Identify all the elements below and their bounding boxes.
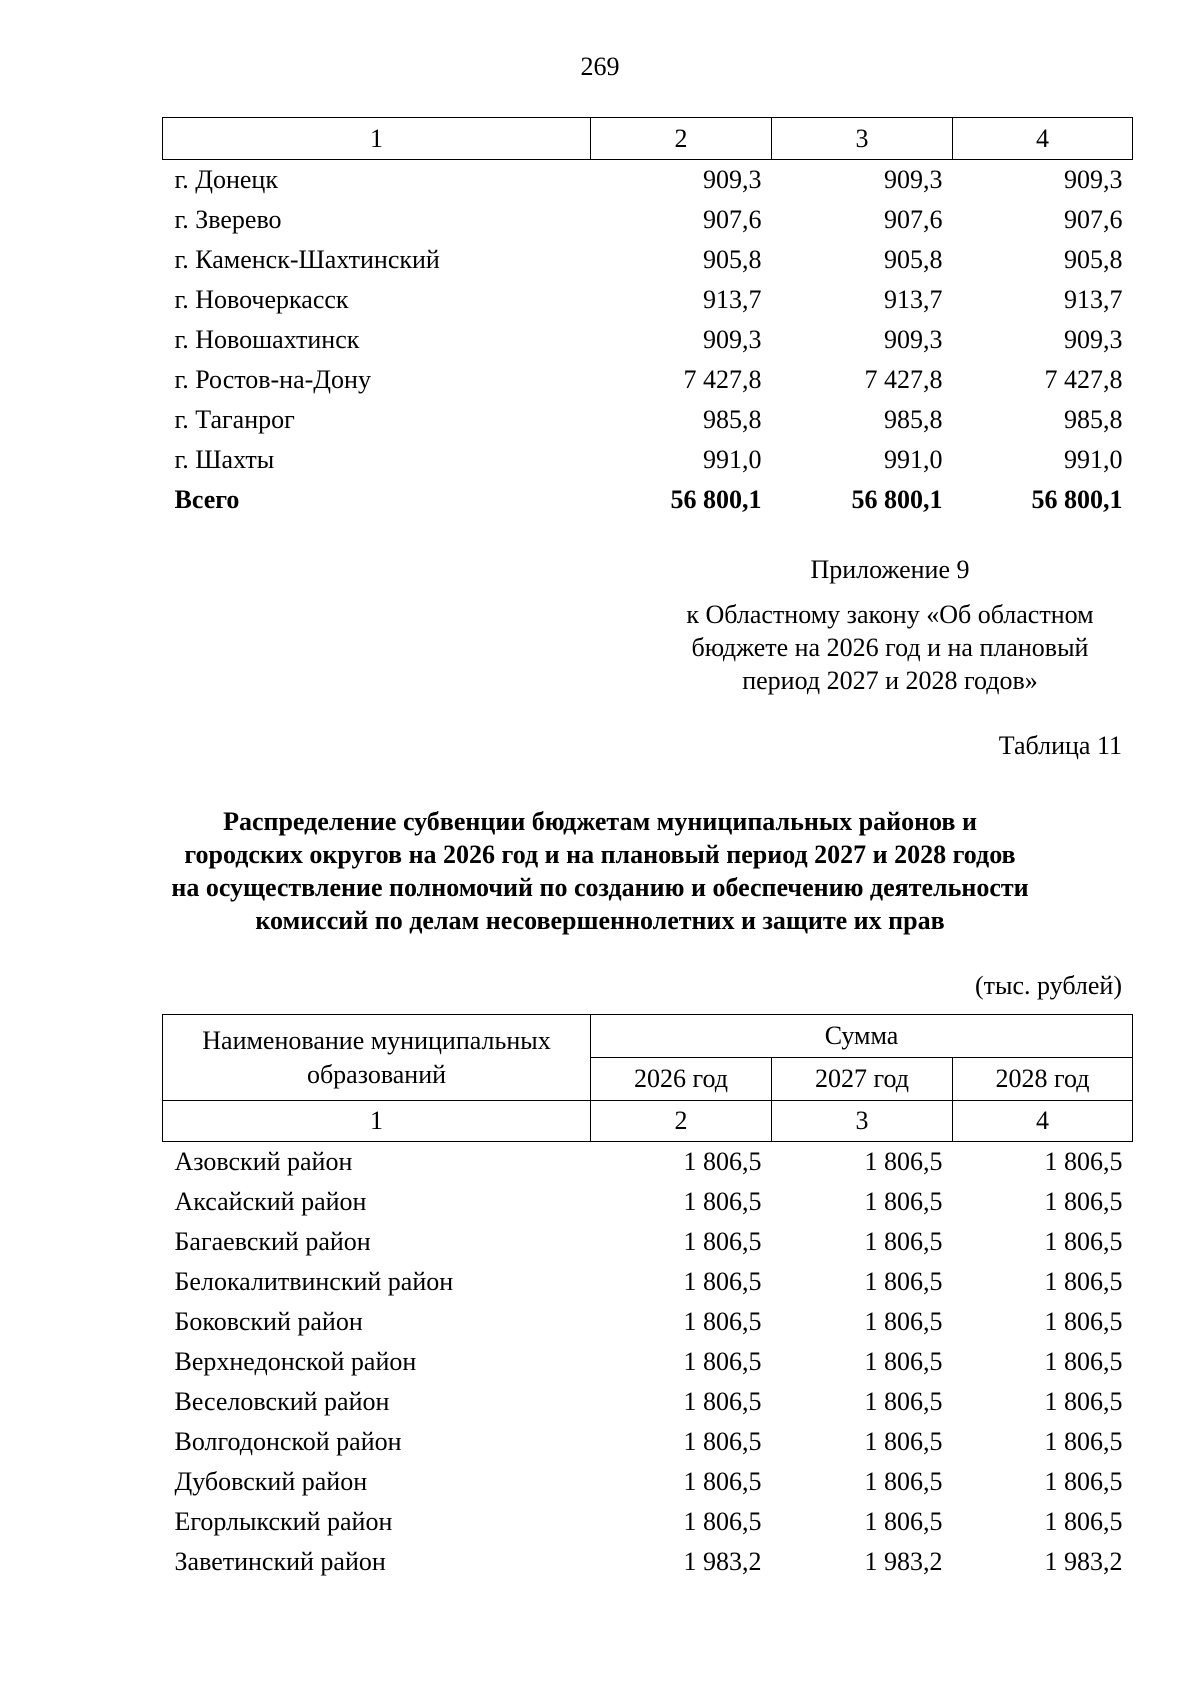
municipality-name: Дубовский район <box>174 1467 368 1496</box>
table-row <box>163 240 1133 280</box>
appendix-line: к Областному закону «Об областном <box>686 600 1094 629</box>
table-row <box>163 1182 1133 1222</box>
title-line: на осуществление полномочий по созданию и обеспечению деятельности <box>171 873 1029 902</box>
municipality-name: Всего <box>174 485 240 514</box>
value-2028: 907,6 <box>1064 205 1123 234</box>
value-2027: 1 806,5 <box>864 1387 943 1416</box>
column-index: 2 <box>591 1101 772 1142</box>
municipality-name: Азовский район <box>174 1147 353 1176</box>
value-2028: 909,3 <box>1064 165 1123 194</box>
municipality-name: г. Донецк <box>174 165 278 194</box>
value-2028: 56 800,1 <box>1031 485 1123 514</box>
value-2028: 985,8 <box>1064 405 1123 434</box>
value-2028: 1 806,5 <box>1044 1507 1123 1536</box>
table-row <box>163 320 1133 360</box>
table-row <box>163 1142 1133 1183</box>
municipality-name: г. Новочеркасск <box>174 285 349 314</box>
table-row <box>163 440 1133 480</box>
municipality-name: г. Каменск-Шахтинский <box>174 245 440 274</box>
column-index: 4 <box>953 118 1133 160</box>
municipality-name: г. Шахты <box>174 445 275 474</box>
municipality-name: г. Таганрог <box>174 405 295 434</box>
value-2028: 909,3 <box>1064 325 1123 354</box>
appendix-line: период 2027 и 2028 годов» <box>742 666 1038 695</box>
value-2028: 1 806,5 <box>1044 1227 1123 1256</box>
value-2026: 1 806,5 <box>683 1187 762 1216</box>
table-row <box>163 1342 1133 1382</box>
table-row <box>163 1262 1133 1302</box>
year-header: 2027 год <box>772 1058 953 1101</box>
value-2028: 1 806,5 <box>1044 1347 1123 1376</box>
table-row <box>163 400 1133 440</box>
value-2027: 1 806,5 <box>864 1347 943 1376</box>
value-2027: 905,8 <box>884 245 943 274</box>
municipality-name: Багаевский район <box>174 1227 371 1256</box>
table-row <box>163 1302 1133 1342</box>
municipality-name: Аксайский район <box>174 1187 367 1216</box>
value-2027: 907,6 <box>884 205 943 234</box>
value-2027: 1 806,5 <box>864 1187 943 1216</box>
municipality-name: г. Зверево <box>174 205 282 234</box>
value-2026: 985,8 <box>703 405 762 434</box>
title-line: комиссий по делам несовершеннолетних и защите их прав <box>255 906 945 935</box>
column-index: 3 <box>772 1101 953 1142</box>
column-index: 3 <box>772 118 953 160</box>
value-2027: 991,0 <box>884 445 943 474</box>
municipality-name: Боковский район <box>174 1307 363 1336</box>
value-2028: 1 983,2 <box>1044 1547 1123 1576</box>
value-2027: 1 806,5 <box>864 1507 943 1536</box>
value-2028: 1 806,5 <box>1044 1307 1123 1336</box>
column-index: 1 <box>163 1101 591 1142</box>
value-2027: 909,3 <box>884 325 943 354</box>
value-2027: 1 806,5 <box>864 1427 943 1456</box>
column-index: 1 <box>163 118 591 160</box>
value-2026: 1 983,2 <box>683 1547 762 1576</box>
name-column-header <box>163 1015 591 1101</box>
table-row <box>163 1382 1133 1422</box>
value-2026: 1 806,5 <box>683 1427 762 1456</box>
appendix-title: Приложение 9 <box>810 555 970 584</box>
value-2026: 1 806,5 <box>683 1227 762 1256</box>
value-2026: 1 806,5 <box>683 1347 762 1376</box>
table-continuation <box>162 117 1133 520</box>
header-line: образований <box>306 1059 447 1089</box>
value-2027: 1 806,5 <box>864 1147 943 1176</box>
value-2027: 909,3 <box>884 165 943 194</box>
table-row <box>163 1502 1133 1542</box>
value-2028: 1 806,5 <box>1044 1387 1123 1416</box>
title-line: городских округов на 2026 год и на плановый период 2027 и 2028 годов <box>184 840 1016 869</box>
value-2027: 1 806,5 <box>864 1307 943 1336</box>
value-2027: 1 806,5 <box>864 1227 943 1256</box>
value-2026: 913,7 <box>703 285 762 314</box>
sum-column-header: Сумма <box>591 1015 1133 1058</box>
year-header: 2026 год <box>591 1058 772 1101</box>
table-row <box>163 280 1133 320</box>
table-row <box>163 1462 1133 1502</box>
table-row <box>163 360 1133 400</box>
value-2026: 909,3 <box>703 325 762 354</box>
value-2026: 1 806,5 <box>683 1307 762 1336</box>
table-row <box>163 1422 1133 1462</box>
value-2026: 909,3 <box>703 165 762 194</box>
column-index: 4 <box>953 1101 1133 1142</box>
document-title <box>100 805 1100 937</box>
subvention-table <box>162 1014 1133 1582</box>
value-2028: 1 806,5 <box>1044 1147 1123 1176</box>
table-row <box>163 1222 1133 1262</box>
value-2028: 905,8 <box>1064 245 1123 274</box>
value-2027: 56 800,1 <box>851 485 943 514</box>
table-row <box>163 160 1133 201</box>
year-header: 2028 год <box>953 1058 1133 1101</box>
value-2028: 1 806,5 <box>1044 1187 1123 1216</box>
value-2027: 7 427,8 <box>864 365 943 394</box>
municipality-name: Веселовский район <box>174 1387 390 1416</box>
value-2026: 1 806,5 <box>683 1387 762 1416</box>
table-label: Таблица 11 <box>998 731 1122 760</box>
municipality-name: Заветинский район <box>174 1547 386 1576</box>
value-2027: 1 806,5 <box>864 1267 943 1296</box>
value-2027: 985,8 <box>884 405 943 434</box>
units-note: (тыс. рублей) <box>974 971 1122 1000</box>
municipality-name: Волгодонской район <box>174 1427 402 1456</box>
value-2026: 1 806,5 <box>683 1267 762 1296</box>
value-2027: 1 806,5 <box>864 1467 943 1496</box>
municipality-name: Егорлыкский район <box>174 1507 393 1536</box>
value-2028: 1 806,5 <box>1044 1427 1123 1456</box>
appendix-reference <box>650 598 1130 697</box>
value-2026: 1 806,5 <box>683 1467 762 1496</box>
value-2027: 1 983,2 <box>864 1547 943 1576</box>
value-2026: 905,8 <box>703 245 762 274</box>
header-line: Наименование муниципальных <box>202 1025 551 1055</box>
value-2028: 1 806,5 <box>1044 1467 1123 1496</box>
value-2026: 991,0 <box>703 445 762 474</box>
value-2028: 1 806,5 <box>1044 1267 1123 1296</box>
municipality-name: г. Ростов-на-Дону <box>174 365 371 394</box>
appendix-line: бюджете на 2026 год и на плановый <box>691 633 1089 662</box>
value-2027: 913,7 <box>884 285 943 314</box>
table-row <box>163 1542 1133 1582</box>
value-2026: 1 806,5 <box>683 1507 762 1536</box>
table-row <box>163 200 1133 240</box>
value-2026: 907,6 <box>703 205 762 234</box>
value-2028: 991,0 <box>1064 445 1123 474</box>
column-index-row <box>163 118 1133 160</box>
value-2026: 1 806,5 <box>683 1147 762 1176</box>
value-2026: 56 800,1 <box>670 485 762 514</box>
column-index: 2 <box>591 118 772 160</box>
municipality-name: Верхнедонской район <box>174 1347 417 1376</box>
value-2028: 7 427,8 <box>1044 365 1123 394</box>
value-2026: 7 427,8 <box>683 365 762 394</box>
value-2028: 913,7 <box>1064 285 1123 314</box>
page-number: 269 <box>580 52 620 81</box>
municipality-name: г. Новошахтинск <box>174 325 360 354</box>
total-row <box>163 480 1133 520</box>
title-line: Распределение субвенции бюджетам муниципальных районов и <box>223 807 977 836</box>
municipality-name: Белокалитвинский район <box>174 1267 454 1296</box>
